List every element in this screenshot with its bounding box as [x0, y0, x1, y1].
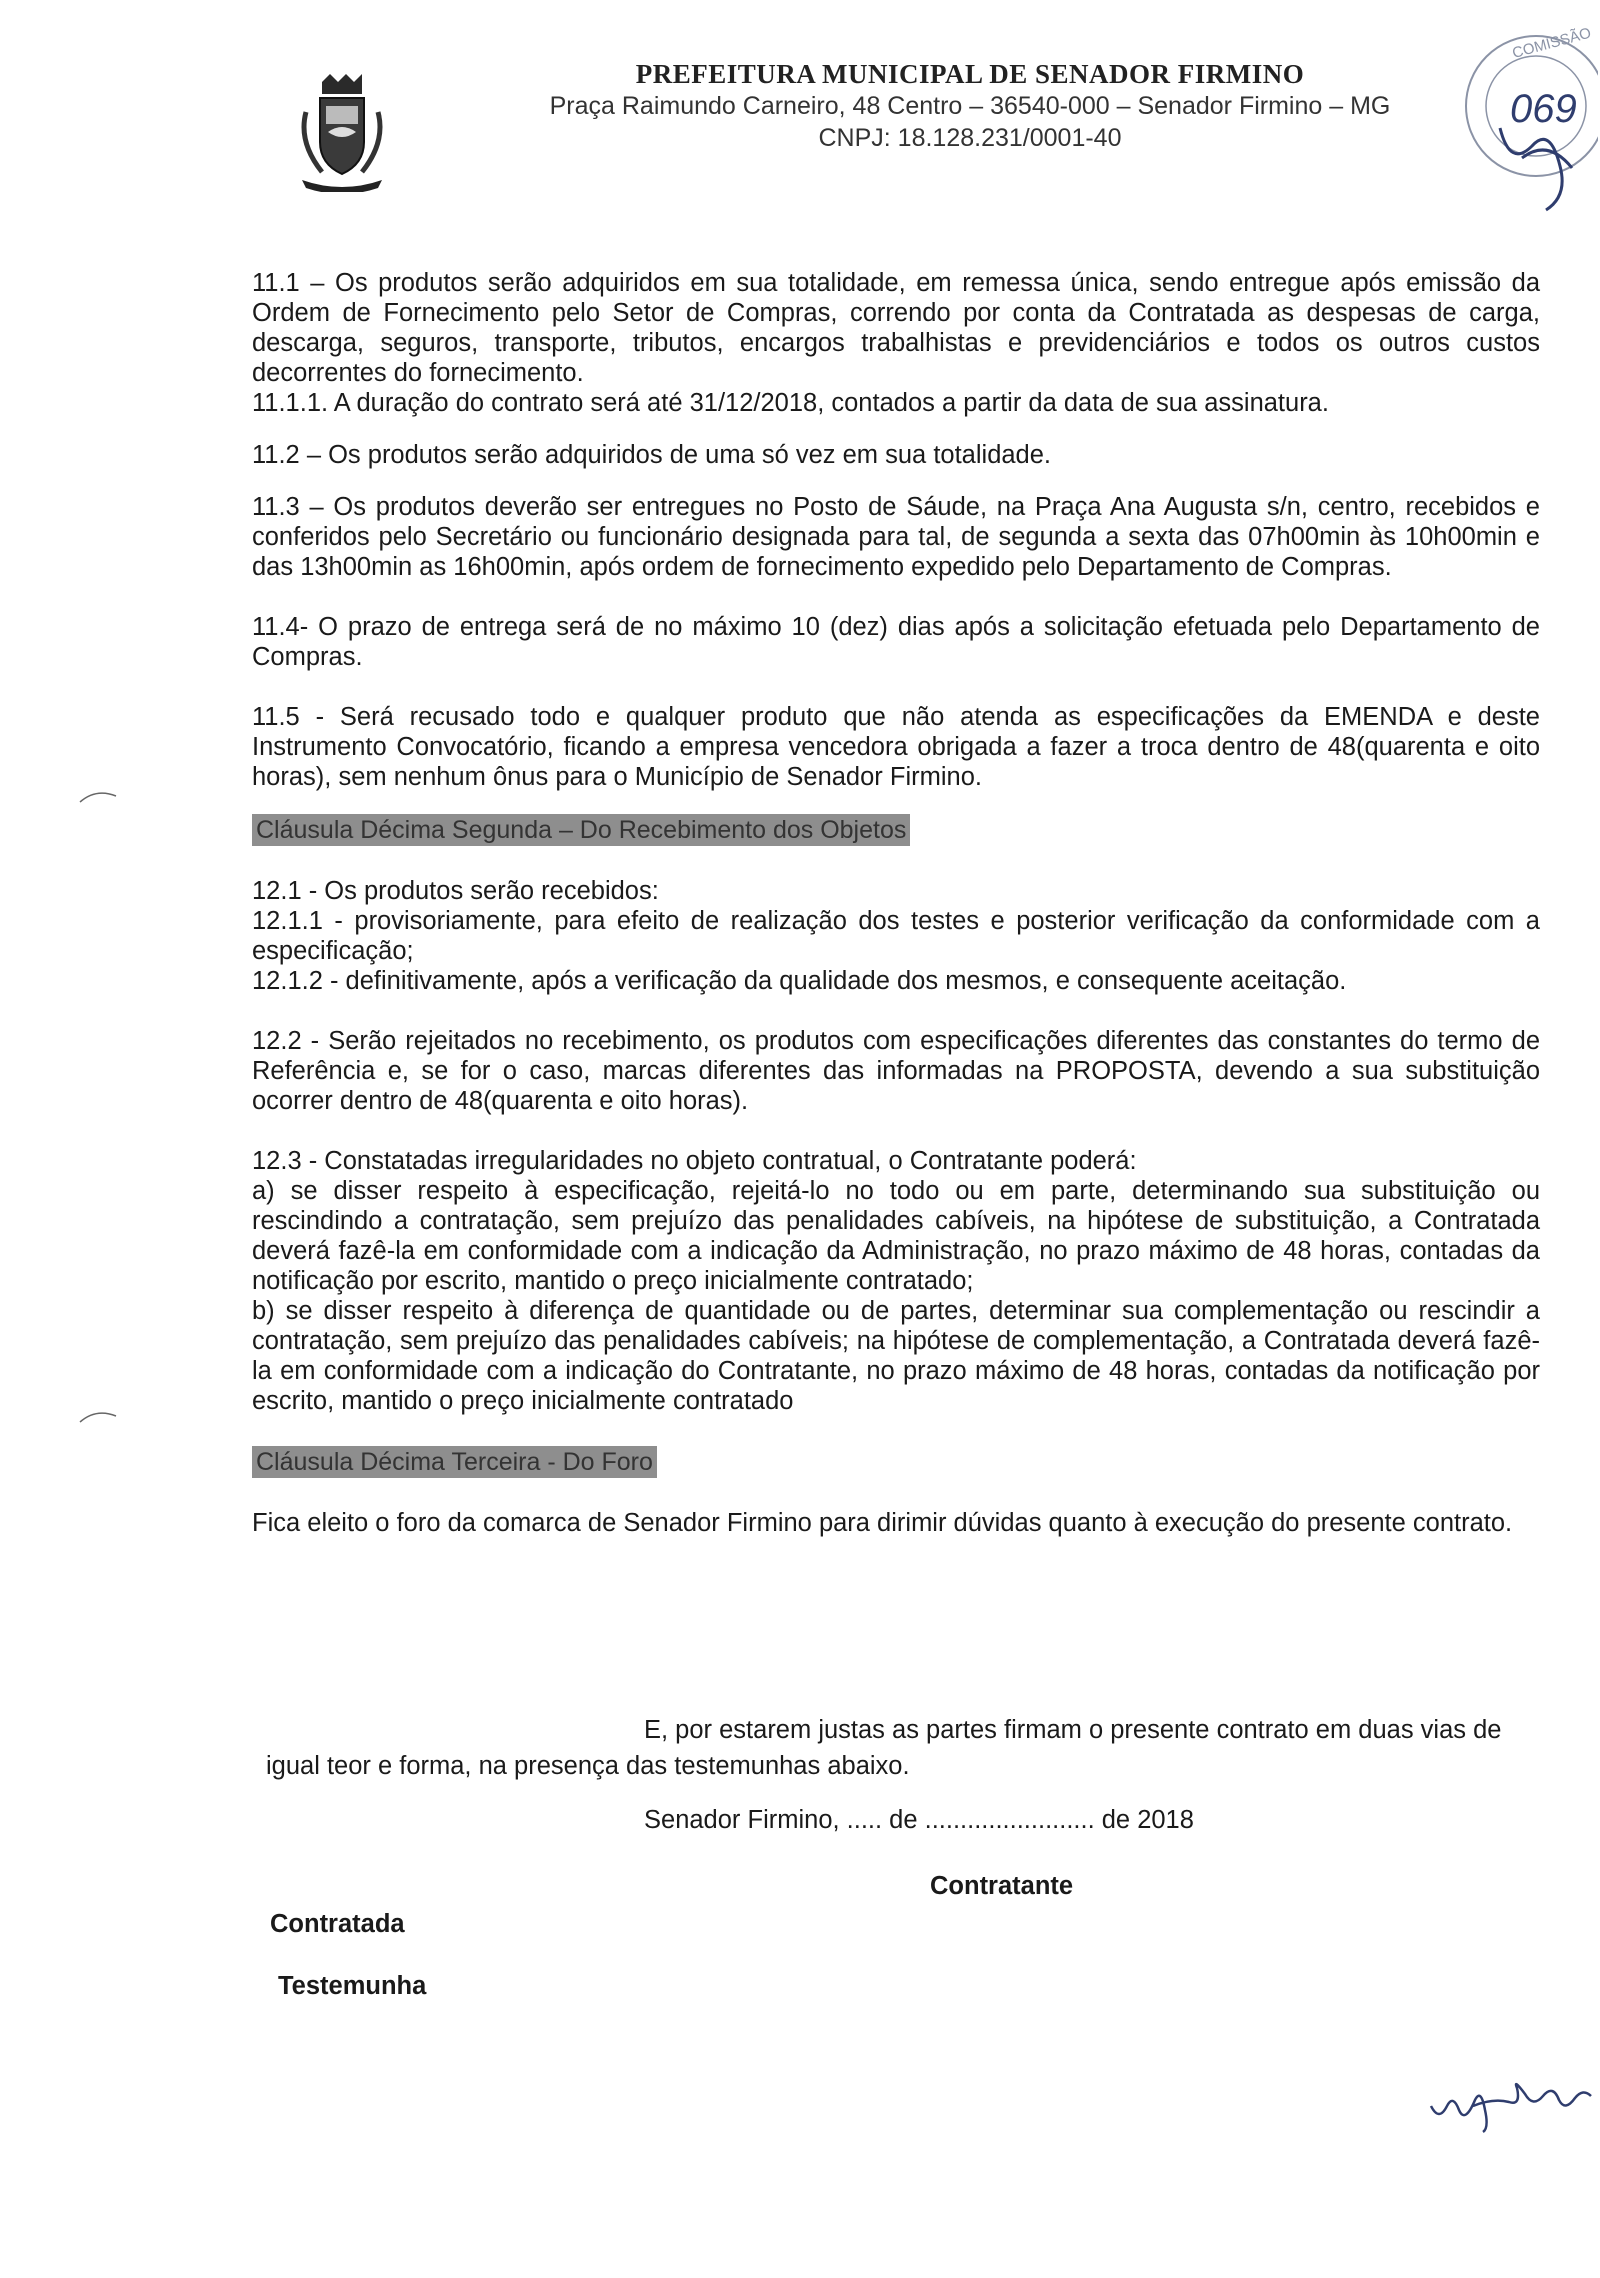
clause-11-3: 11.3 – Os produtos deverão ser entregues no Posto de Sáude, na Praça Ana Augusta s/n, centro, recebidos e conferidos pelo Secretário ou funcionário designada para tal, de segunda a sexta das 07h00min às 10h00min e das 13h00min as 16h00min, após ordem de fornecimento expedido pelo Departamento de Compras. — [252, 493, 1540, 581]
commission-stamp — [1452, 18, 1598, 228]
closing-statement — [266, 1712, 1540, 1784]
clause-12-1-2: 12.1.2 - definitivamente, após a verificação da qualidade dos mesmos, e consequente aceitação. — [252, 967, 1347, 995]
clause-12-3: 12.3 - Constatadas irregularidades no objeto contratual, o Contratante poderá: — [252, 1147, 1137, 1175]
clause-12-heading: Cláusula Décima Segunda – Do Recebimento dos Objetos — [252, 814, 910, 846]
clause-11-4: 11.4- O prazo de entrega será de no máximo 10 (dez) dias após a solicitação efetuada pelo Departamento de Compras. — [252, 613, 1540, 671]
clause-11-1-1: 11.1.1. A duração do contrato será até 31/12/2018, contados a partir da data de sua assinatura. — [252, 389, 1329, 417]
margin-mark — [78, 786, 118, 806]
clause-12-3-a: a) se disser respeito à especificação, rejeitá-lo no todo ou em parte, determinando sua substituição ou rescindindo a contratação, sem prejuízo das penalidades cabíveis, na hipótese de substituição, a Contratada deverá fazê-la em conformidade com a indicação da Administração, no prazo máximo de 48 horas, contadas da notificação por escrito, mantido o preço inicialmente contratado; — [252, 1177, 1540, 1295]
clause-12-3-b: b) se disser respeito à diferença de quantidade ou de partes, determinar sua complementação ou rescindir a contratação, sem prejuízo das penalidades cabíveis; na hipótese de complementação, a Contratada deverá fazê-la em conformidade com a indicação do Contratante, no prazo máximo de 48 horas, contadas da notificação por escrito, mantido o preço inicialmente contratado — [252, 1297, 1540, 1415]
clause-12-1: 12.1 - Os produtos serão recebidos: — [252, 877, 659, 905]
contract-body — [252, 268, 1540, 1538]
stamp-text: COMISSÃO — [1510, 24, 1593, 62]
signature-contratada: Contratada — [270, 1910, 405, 1938]
clause-12-1-1: 12.1.1 - provisoriamente, para efeito de realização dos testes e posterior verificação da conformidade com a especificação; — [252, 907, 1540, 965]
clause-11-5: 11.5 - Será recusado todo e qualquer produto que não atenda as especificações da EMENDA e deste Instrumento Convocatório, ficando a empresa vencedora obrigada a fazer a troca dentro de 48(quarenta e oito horas), sem nenhum ônus para o Município de Senador Firmino. — [252, 703, 1540, 791]
letterhead-cnpj: CNPJ: 18.128.231/0001-40 — [818, 124, 1122, 152]
clause-13-heading: Cláusula Décima Terceira - Do Foro — [252, 1446, 657, 1478]
date-line: Senador Firmino, ..... de ........................ de 2018 — [644, 1806, 1194, 1834]
closing-text: E, por estarem justas as partes firmam o presente contrato em duas vias de igual teor e forma, na presença das testemunhas abaixo. — [266, 1716, 1502, 1780]
handwritten-rubric — [1425, 2070, 1595, 2140]
signature-contratante: Contratante — [930, 1872, 1074, 1900]
clause-11-1: 11.1 – Os produtos serão adquiridos em sua totalidade, em remessa única, sendo entregue após emissão da Ordem de Fornecimento pelo Setor de Compras, correndo por conta da Contratada as despesas de carga, descarga, seguros, transporte, tributos, encargos trabalhistas e previdenciários e todos os outros custos decorrentes do fornecimento. — [252, 269, 1540, 387]
letterhead — [480, 58, 1460, 154]
letterhead-title: PREFEITURA MUNICIPAL DE SENADOR FIRMINO — [635, 59, 1305, 89]
signature-testemunha: Testemunha — [278, 1972, 427, 2000]
clause-13: Fica eleito o foro da comarca de Senador Firmino para dirimir dúvidas quanto à execução do presente contrato. — [252, 1509, 1513, 1537]
clause-12-2: 12.2 - Serão rejeitados no recebimento, os produtos com especificações diferentes das constantes do termo de Referência e, se for o caso, marcas diferentes das informadas na PROPOSTA, devendo a sua substituição ocorrer dentro de 48(quarenta e oito horas). — [252, 1027, 1540, 1115]
letterhead-address: Praça Raimundo Carneiro, 48 Centro – 36540-000 – Senador Firmino – MG — [549, 92, 1391, 120]
municipal-crest-icon — [292, 72, 392, 192]
clause-11-2: 11.2 – Os produtos serão adquiridos de uma só vez em sua totalidade. — [252, 441, 1052, 469]
margin-mark — [78, 1406, 118, 1426]
stamp-number: 069 — [1510, 87, 1577, 131]
